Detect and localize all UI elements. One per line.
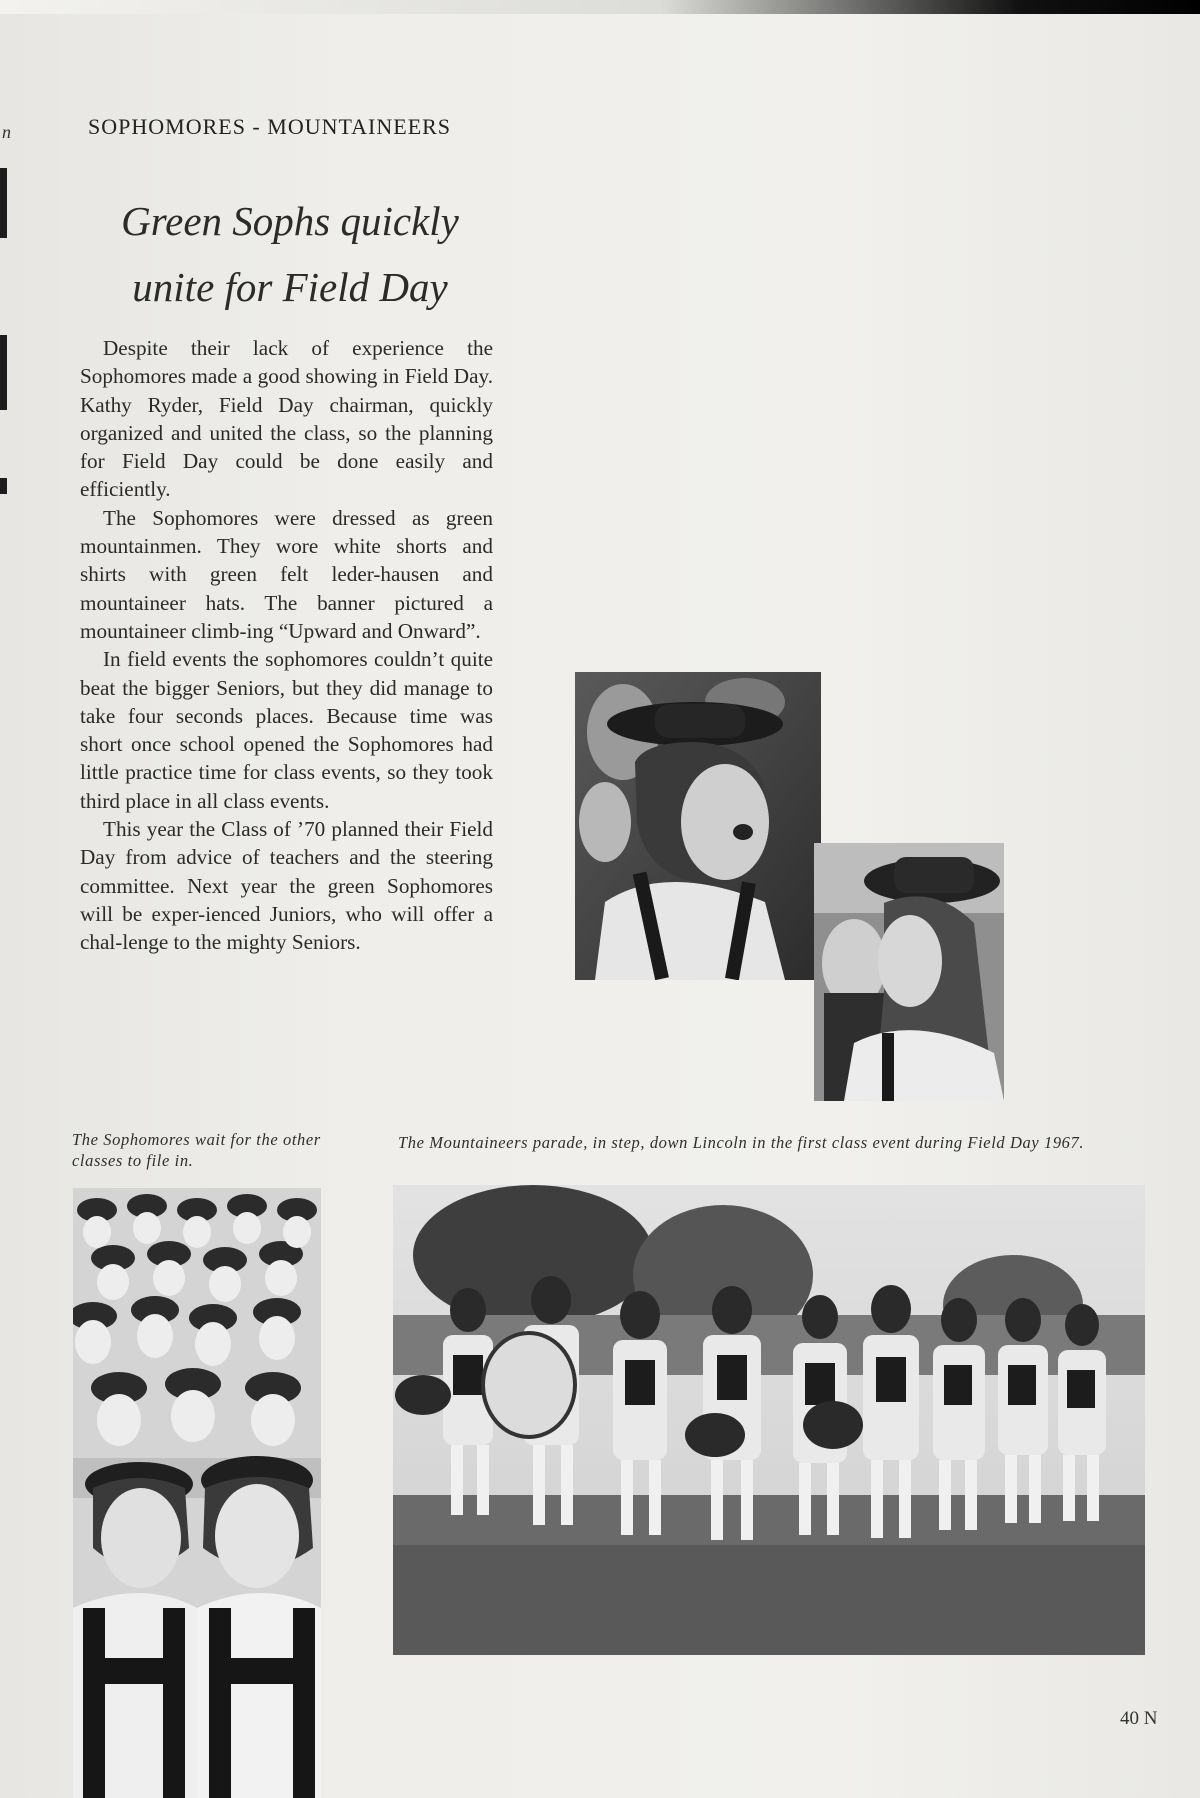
- snare-drum: [395, 1375, 451, 1415]
- photo-mountaineers-parade: [393, 1185, 1145, 1655]
- snare-drum: [685, 1413, 745, 1457]
- article-paragraph: In field events the sophomores couldn’t quite beat the bigger Seniors, but they did manage to take four seconds places. Because time was short once school opened the Sophomores had little practice time for class events, so they took third place in all class events.: [80, 647, 493, 813]
- photo-girl-profile: [814, 843, 1004, 1101]
- article-paragraph: Despite their lack of experience the Sophomores made a good showing in Field Day. Kathy Ryder, Field Day chairman, quickly organized and united the class, so the planning for Field Day could be done easily and efficiently.: [80, 336, 493, 502]
- article-paragraph: The Sophomores were dressed as green mountainmen. They wore white shorts and shirts with green felt leder-hausen and mountaineer hats. The banner pictured a mountaineer climb-ing “Upward and Onward”.: [80, 505, 493, 643]
- page-top-edge-shadow: [0, 0, 1200, 14]
- page-number: 40 N: [1120, 1708, 1158, 1729]
- caption-seated-sophomores: The Sophomores wait for the other classes to file in.: [72, 1130, 321, 1170]
- headline-line: Green Sophs quickly: [121, 198, 459, 244]
- caption-parade: The Mountaineers parade, in step, down Lincoln in the first class event during Field Day 1967.: [398, 1133, 1085, 1152]
- binding-mark: [0, 335, 7, 410]
- section-header: SOPHOMORES - MOUNTAINEERS: [88, 114, 452, 139]
- headline-line: unite for Field Day: [132, 264, 448, 310]
- photo-cheering-girl: [575, 672, 821, 980]
- snare-drum: [803, 1401, 863, 1449]
- binding-mark: [0, 478, 7, 494]
- article-body: [80, 334, 493, 957]
- bass-drum: [483, 1333, 575, 1437]
- photo-seated-sophomores: [73, 1188, 321, 1798]
- article-paragraph: This year the Class of ’70 planned their Field Day from advice of teachers and the steering committee. Next year the green Sophomores will be exper-ienced Juniors, who will offer a chal-lenge to the mighty Seniors.: [80, 817, 493, 955]
- adjacent-page-glyph: n: [2, 122, 11, 142]
- headline: [80, 188, 500, 320]
- binding-mark: [0, 168, 7, 238]
